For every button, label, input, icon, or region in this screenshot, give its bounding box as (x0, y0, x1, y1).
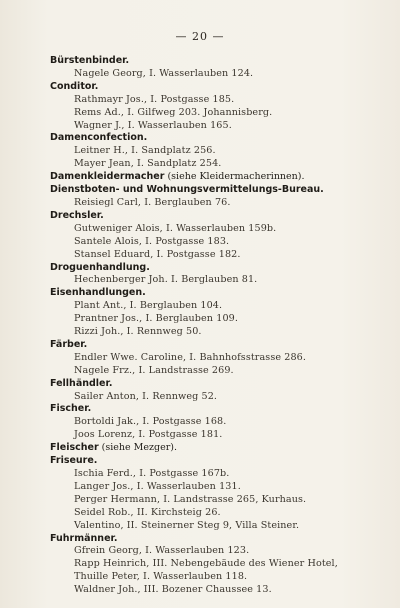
category-heading (50, 81, 400, 94)
category-title: Fischer. (50, 403, 92, 415)
category-note: (siehe Kleidermacherinnen). (164, 171, 305, 183)
category-title: Droguenhandlung. (50, 261, 150, 273)
directory-entry: Endler Wwe. Caroline, I. Bahnhofsstrasse 286. (74, 351, 307, 363)
directory-entry: Wagner J., I. Wasserlauben 165. (74, 119, 232, 131)
category-note: (siehe Mezger). (98, 442, 177, 454)
category-title: Dienstboten- und Wohnungsvermittelungs-Bureau. (50, 184, 324, 196)
directory-entry: Valentino, II. Steinerner Steg 9, Villa Steiner. (74, 519, 300, 531)
category-heading (50, 171, 400, 184)
directory-entry: Sailer Anton, I. Rennweg 52. (74, 390, 218, 402)
directory-entry: Gfrein Georg, I. Wasserlauben 123. (74, 545, 250, 557)
directory-entry: Leitner H., I. Sandplatz 256. (74, 145, 216, 157)
directory-entry: Plant Ant., I. Berglauben 104. (74, 300, 223, 312)
directory-entry: Rathmayr Jos., I. Postgasse 185. (74, 93, 235, 105)
category-title: Conditor. (50, 80, 99, 92)
directory-entry: Rems Ad., I. Gilfweg 203. Johannisberg. (74, 106, 273, 118)
category-title: Eisenhandlungen. (50, 287, 146, 299)
category-heading (50, 262, 400, 275)
directory-entry: Nagele Frz., I. Landstrasse 269. (74, 364, 234, 376)
directory-entry: Bortoldi Jak., I. Postgasse 168. (74, 416, 227, 428)
directory-entry: Mayer Jean, I. Sandplatz 254. (74, 158, 222, 170)
directory-entry: Hechenberger Joh. I. Berglauben 81. (74, 274, 258, 286)
directory-entry: Seidel Rob., II. Kirchsteig 26. (74, 506, 221, 518)
category-title: Fellhändler. (50, 377, 113, 389)
category-title: Fleischer (50, 442, 99, 454)
category-heading (50, 378, 400, 391)
category-title: Fuhrmänner. (50, 532, 118, 544)
category-heading (50, 403, 400, 416)
directory-entry: Waldner Joh., III. Bozener Chaussee 13. (74, 584, 272, 596)
category-heading (50, 287, 400, 300)
directory-entry: Prantner Jos., I. Berglauben 109. (74, 313, 238, 325)
directory-entry: Rapp Heinrich, III. Nebengebäude des Wiener Hotel, (74, 558, 338, 570)
page-number: — 20 — (175, 30, 225, 43)
category-title: Drechsler. (50, 209, 104, 221)
category-title: Damenkleidermacher (50, 171, 165, 183)
directory-entry: Thuille Peter, I. Wasserlauben 118. (74, 571, 248, 583)
category-heading (50, 455, 400, 468)
directory-entry: Langer Jos., I. Wasserlauben 131. (74, 480, 241, 492)
directory-listing (0, 55, 400, 597)
category-title: Damenconfection. (50, 132, 148, 144)
directory-entry: Gutweniger Alois, I. Wasserlauben 159b. (74, 222, 277, 234)
directory-entry: Reisiegl Carl, I. Berglauben 76. (74, 196, 231, 208)
directory-entry: Nagele Georg, I. Wasserlauben 124. (74, 67, 254, 79)
category-heading (50, 442, 400, 455)
category-title: Bürstenbinder. (50, 55, 130, 66)
category-heading (50, 184, 400, 197)
directory-entry: Stansel Eduard, I. Postgasse 182. (74, 248, 241, 260)
category-title: Friseure. (50, 455, 98, 467)
directory-entry: Ischia Ferd., I. Postgasse 167b. (74, 468, 230, 479)
category-heading (50, 55, 400, 68)
category-heading (50, 533, 400, 546)
directory-entry: Joos Lorenz, I. Postgasse 181. (74, 429, 223, 441)
category-heading (50, 210, 400, 223)
category-heading (50, 339, 400, 352)
directory-entry: Rizzi Joh., I. Rennweg 50. (74, 326, 202, 338)
directory-entry: Perger Hermann, I. Landstrasse 265, Kurhaus. (74, 493, 307, 505)
category-heading (50, 132, 400, 145)
category-title: Färber. (50, 338, 88, 350)
directory-entry: Santele Alois, I. Postgasse 183. (74, 235, 230, 247)
